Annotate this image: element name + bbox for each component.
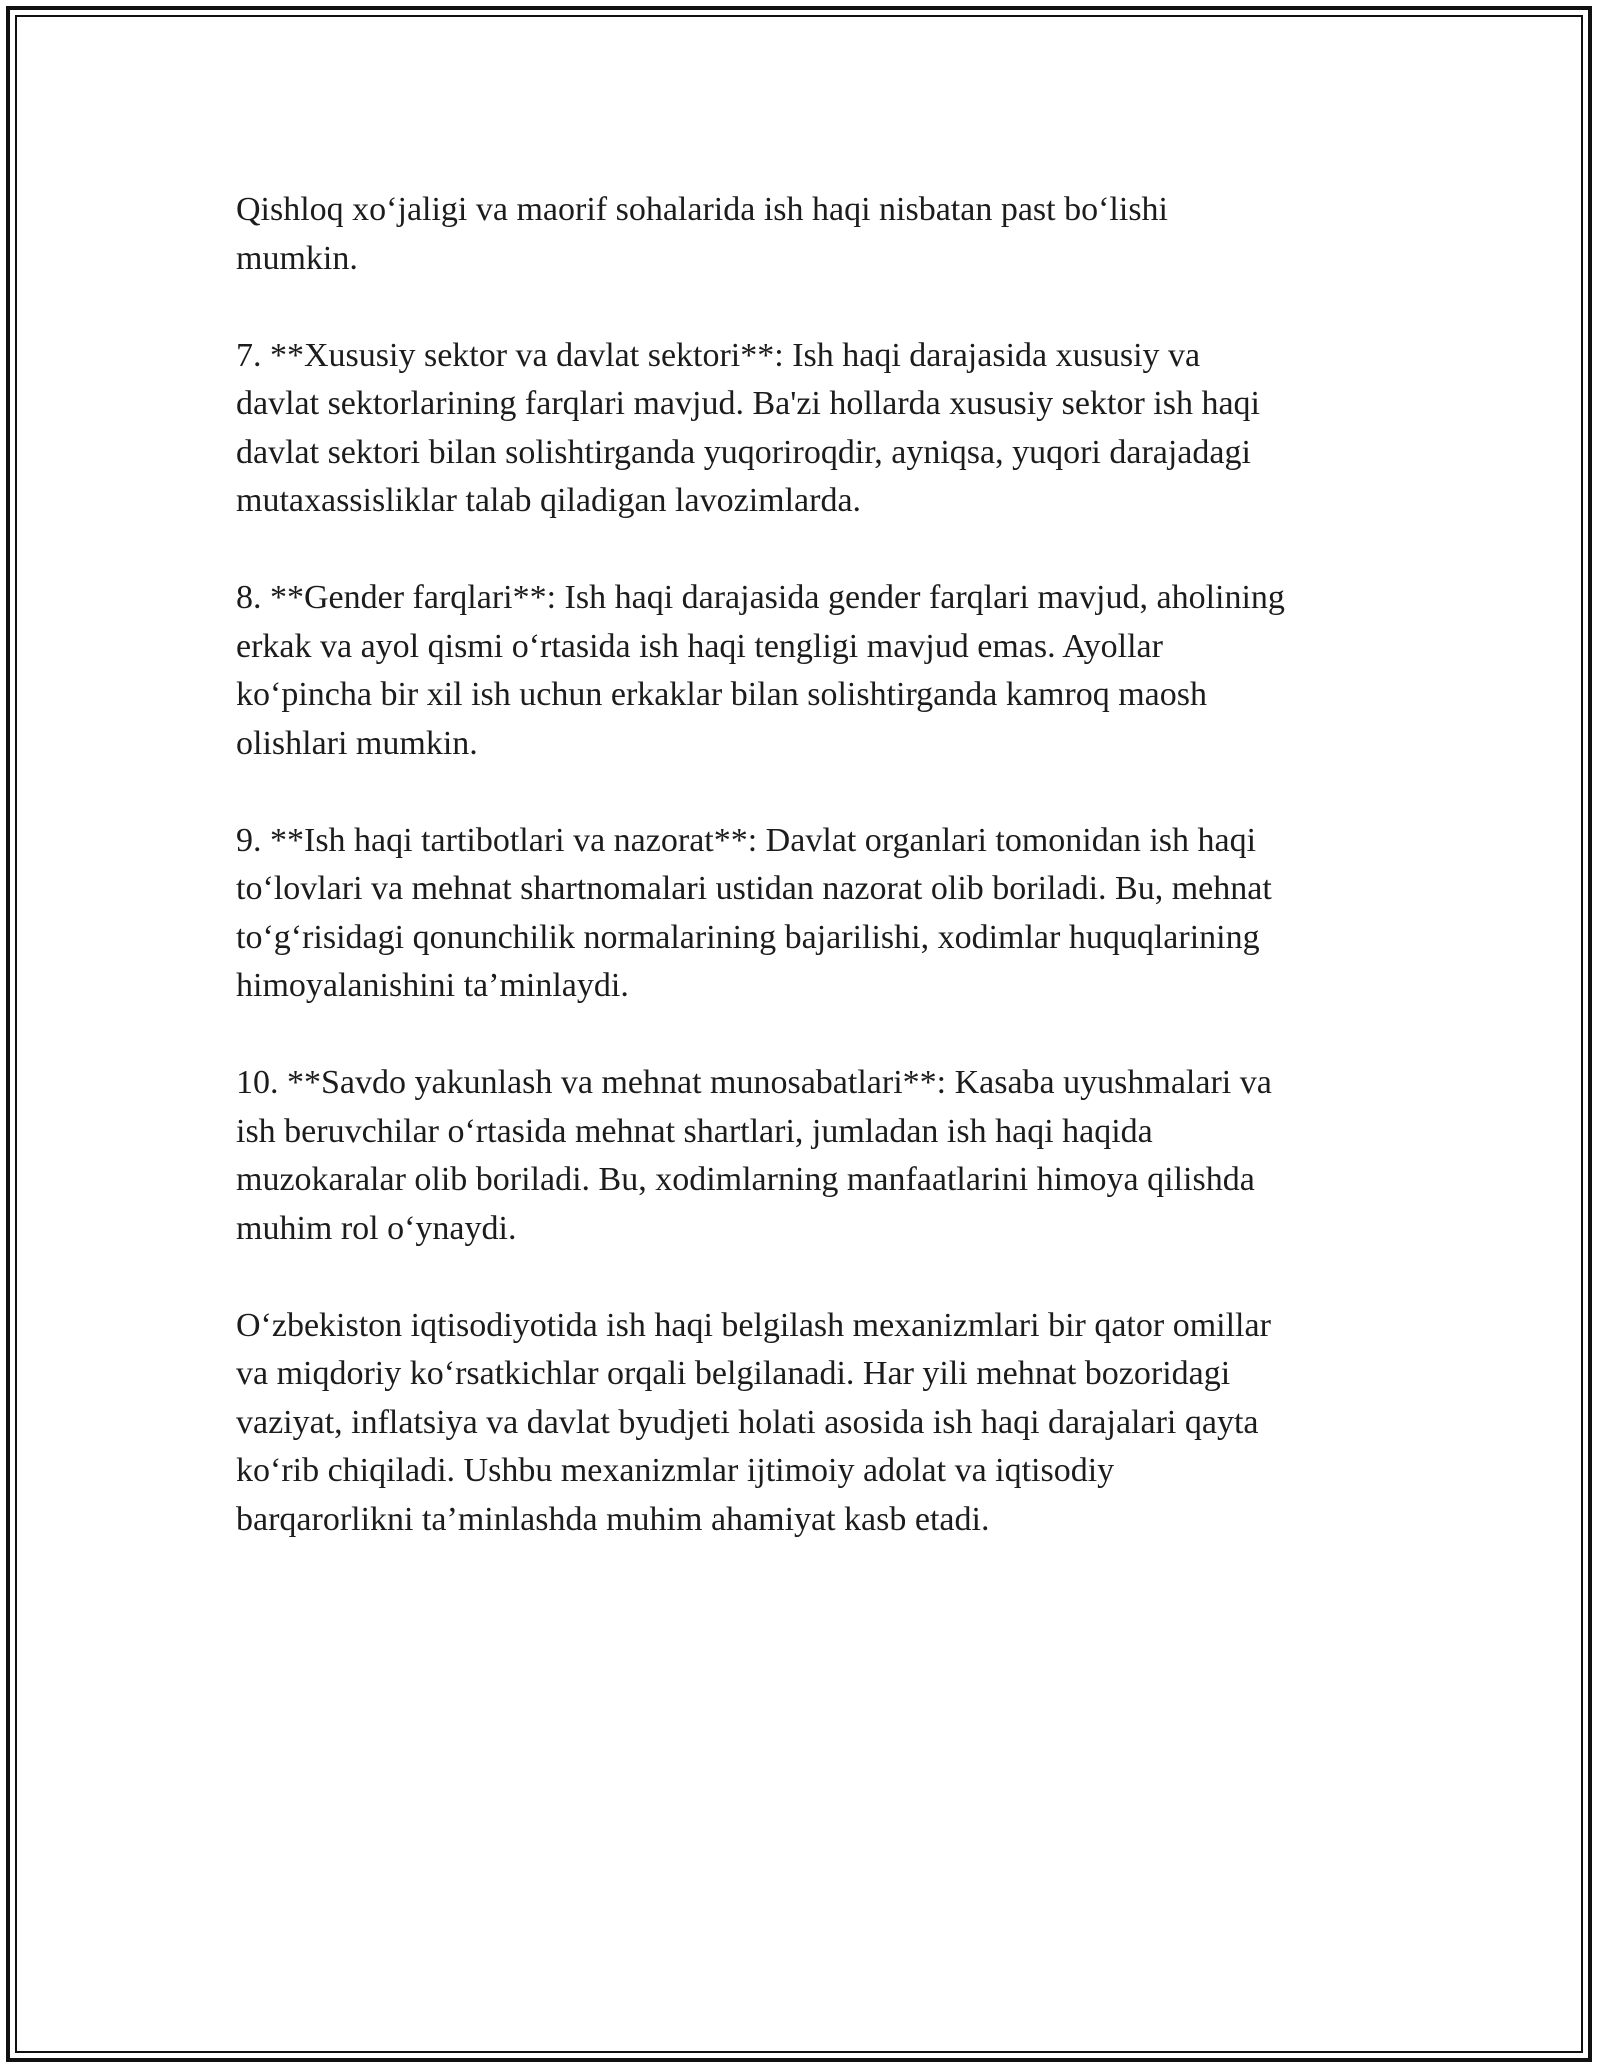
document-body [236,186,1386,1593]
paragraph-item-10 [236,1059,1386,1253]
text-line: 8. **Gender farqlari**: Ish haqi darajasida gender farqlari mavjud, aholining [236,579,1285,616]
text-line: muzokaralar olib boriladi. Bu, xodimlarning manfaatlarini himoya qilishda [236,1161,1255,1198]
text-line: olishlari mumkin. [236,724,478,762]
text-line: muhim rol o‘ynaydi. [236,1209,517,1247]
text-line: vaziyat, inflatsiya va davlat byudjeti holati asosida ish haqi darajalari qayta [236,1403,1259,1441]
text-line: Qishloq xo‘jaligi va maorif sohalarida ish haqi nisbatan past bo‘lishi [236,191,1168,228]
text-line: 9. **Ish haqi tartibotlari va nazorat**: Davlat organlari tomonidan ish haqi [236,821,1257,859]
text-line: mumkin. [236,239,358,277]
text-line: va miqdoriy ko‘rsatkichlar orqali belgilanadi. Har yili mehnat bozoridagi [236,1355,1231,1392]
paragraph-item-9 [236,817,1386,1011]
text-line: davlat sektori bilan solishtirganda yuqoriroqdir, ayniqsa, yuqori darajadagi [236,433,1251,471]
text-line: erkak va ayol qismi o‘rtasida ish haqi tengligi mavjud emas. Ayollar [236,627,1163,665]
text-line: ko‘rib chiqiladi. Ushbu mexanizmlar ijtimoiy adolat va iqtisodiy [236,1452,1115,1489]
text-line: davlat sektorlarining farqlari mavjud. Ba'zi hollarda xususiy sektor ish haqi [236,385,1260,422]
paragraph-intro [236,186,1386,283]
text-line: to‘g‘risidagi qonunchilik normalarining bajarilishi, xodimlar huquqlarining [236,918,1260,956]
text-line: himoyalanishini ta’minlaydi. [236,967,629,1004]
paragraph-item-8 [236,574,1386,768]
text-line: O‘zbekiston iqtisodiyotida ish haqi belgilash mexanizmlari bir qator omillar [236,1306,1271,1344]
text-line: mutaxassisliklar talab qiladigan lavozimlarda. [236,482,862,519]
paragraph-conclusion [236,1302,1386,1545]
text-line: ko‘pincha bir xil ish uchun erkaklar bilan solishtirganda kamroq maosh [236,676,1207,713]
text-line: 7. **Xususiy sektor va davlat sektori**: Ish haqi darajasida xususiy va [236,336,1201,374]
paragraph-item-7 [236,332,1386,526]
text-line: 10. **Savdo yakunlash va mehnat munosabatlari**: Kasaba uyushmalari va [236,1064,1272,1101]
text-line: barqarorlikni ta’minlashda muhim ahamiyat kasb etadi. [236,1500,990,1538]
text-line: ish beruvchilar o‘rtasida mehnat shartlari, jumladan ish haqi haqida [236,1112,1153,1150]
text-line: to‘lovlari va mehnat shartnomalari ustidan nazorat olib boriladi. Bu, mehnat [236,870,1272,907]
